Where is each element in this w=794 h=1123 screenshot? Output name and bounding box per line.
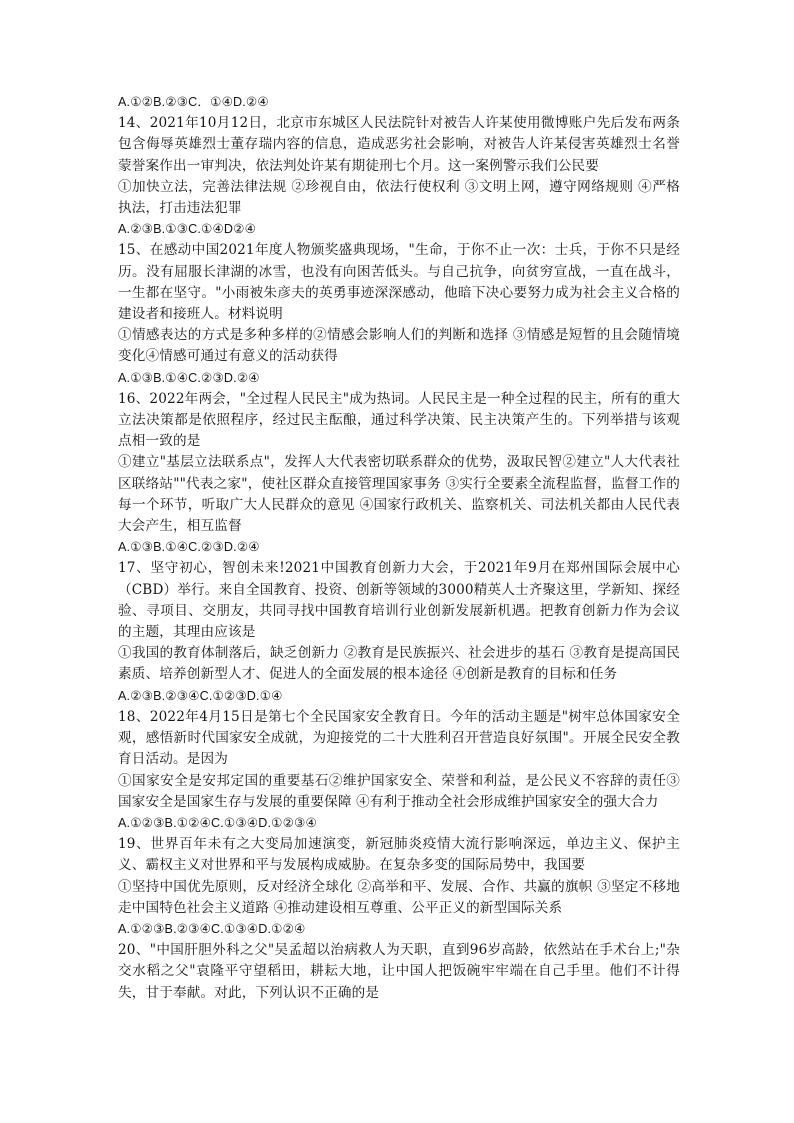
question-statements: ①我国的教育体制落后，缺乏创新力 ②教育是民族振兴、社会进步的基石 ③教育是提高国民素质、培养创新型人才、促进人的全面发展的根本途径 ④创新是教育的目标和任务 [118, 645, 680, 683]
answer-options: A.①③B.①④C.②③D.②④ [118, 370, 260, 385]
answer-options: A.②③B.①③C.①④D②④ [118, 222, 257, 237]
answer-options-13: A.①②B.②③C．①④D.②④ [118, 95, 269, 109]
question-17 [118, 558, 680, 706]
question-stem: 20、"中国肝胆外科之父"吴孟超以治病救人为天职，直到96岁高龄，依然站在手术台上;"杂交水稻之父"袁隆平守望稻田，耕耘大地，让中国人把饭碗牢牢端在自己手里。他们不计得失，甘于奉献。对此，下列认识不正确的是 [118, 942, 680, 1001]
question-statements: ①建立"基层立法联系点"，发挥人大代表密切联系群众的优势，汲取民智②建立"人大代表社区联络站""代表之家"，使社区群众直接管理国家事务 ③实行全要素全流程监督，监督工作的每一个环节，听取广大人民群众的意见 ④国家行政机关、监察机关、司法机关都由人民代表大会产生，相互监督 [118, 454, 680, 535]
question-statements: ①加快立法，完善法律法规 ②珍视自由，依法行使权利 ③文明上网，遵守网络规则 ④严格执法，打击违法犯罪 [118, 178, 680, 217]
document-page [118, 92, 680, 1004]
question-stem: 17、坚守初心，智创未来!2021中国教育创新力大会，于2021年9月在郑州国际会展中心（CBD）举行。来自全国教育、投资、创新等领域的3000精英人士齐聚这里，学新知、探经验、寻项目、交朋友，共同寻找中国教育培训行业创新发展新机遇。把教育创新力作为会议的主题，其理由应该是 [118, 560, 680, 641]
question-15 [118, 240, 680, 388]
answer-options: A.①③B.①④C.②③D.②④ [118, 540, 260, 555]
question-19 [118, 834, 680, 940]
question-stem: 18、2022年4月15日是第七个全民国家安全教育日。今年的活动主题是"树牢总体国家安全观，感悟新时代国家安全成就，为迎接党的二十大胜利召开营造良好氛围"。开展全民安全教育日活动。是因为 [118, 708, 680, 768]
question-statements: ①情感表达的方式是多种多样的②情感会影响人们的判断和选择 ③情感是短暂的且会随情境变化④情感可通过有意义的活动获得 [118, 327, 680, 365]
question-stem: 16、2022年两会，"全过程人民民主"成为热词。人民民主是一种全过程的民主，所有的重大立法决策都是依照程序，经过民主酝酿，通过科学决策、民主决策产生的。下列举措与该观点相一致的是 [118, 390, 680, 450]
answer-options: A.①②③B.②③④C.①③④D.①②④ [118, 921, 306, 936]
answer-options: A.②③B.②③④C.①②③D.①④ [118, 688, 283, 703]
answer-options: A.①②③B.①②④C.①③④D.①②③④ [118, 815, 317, 830]
question-stem: 15、在感动中国2021年度人物颁奖盛典现场，"生命，于你不止一次：士兵，于你不只是经历。没有屈服长津湖的冰雪，也没有向困苦低头。与自己抗争，向贫穷宣战，一直在战斗，一生都在坚守。"小雨被朱彦夫的英勇事迹深深感动，他暗下决心要努力成为社会主义合格的建设者和接班人。材料说明 [118, 242, 680, 323]
question-stem: 14、2021年10月12日，北京市东城区人民法院针对被告人许某使用微博账户先后发布两条包含侮辱英雄烈士董存瑞内容的信息，造成恶劣社会影响，对被告人许某侵害英雄烈士名誉 蒙誉案作出一审判决，依法判处许某有期徒刑七个月。这一案例警示我们公民要 [118, 115, 680, 174]
question-20 [118, 940, 680, 1004]
question-stem: 19、世界百年未有之大变局加速演变，新冠肺炎疫情大流行影响深远，单边主义、保护主义、霸权主义对世界和平与发展构成威胁。在复杂多变的国际局势中，我国要 [118, 836, 680, 874]
question-statements: ①国家安全是安邦定国的重要基石②维护国家安全、荣誉和利益，是公民义不容辞的责任③国家安全是国家生存与发展的重要保障 ④有利于推动全社会形成维护国家安全的强大合力 [118, 772, 680, 810]
question-14 [118, 113, 680, 240]
question-16 [118, 389, 680, 559]
question-18 [118, 707, 680, 834]
question-statements: ①坚持中国优先原则，反对经济全球化 ②高举和平、发展、合作、共赢的旗帜 ③坚定不移地走中国特色社会主义道路 ④推动建设相互尊重、公平正义的新型国际关系 [118, 878, 680, 916]
